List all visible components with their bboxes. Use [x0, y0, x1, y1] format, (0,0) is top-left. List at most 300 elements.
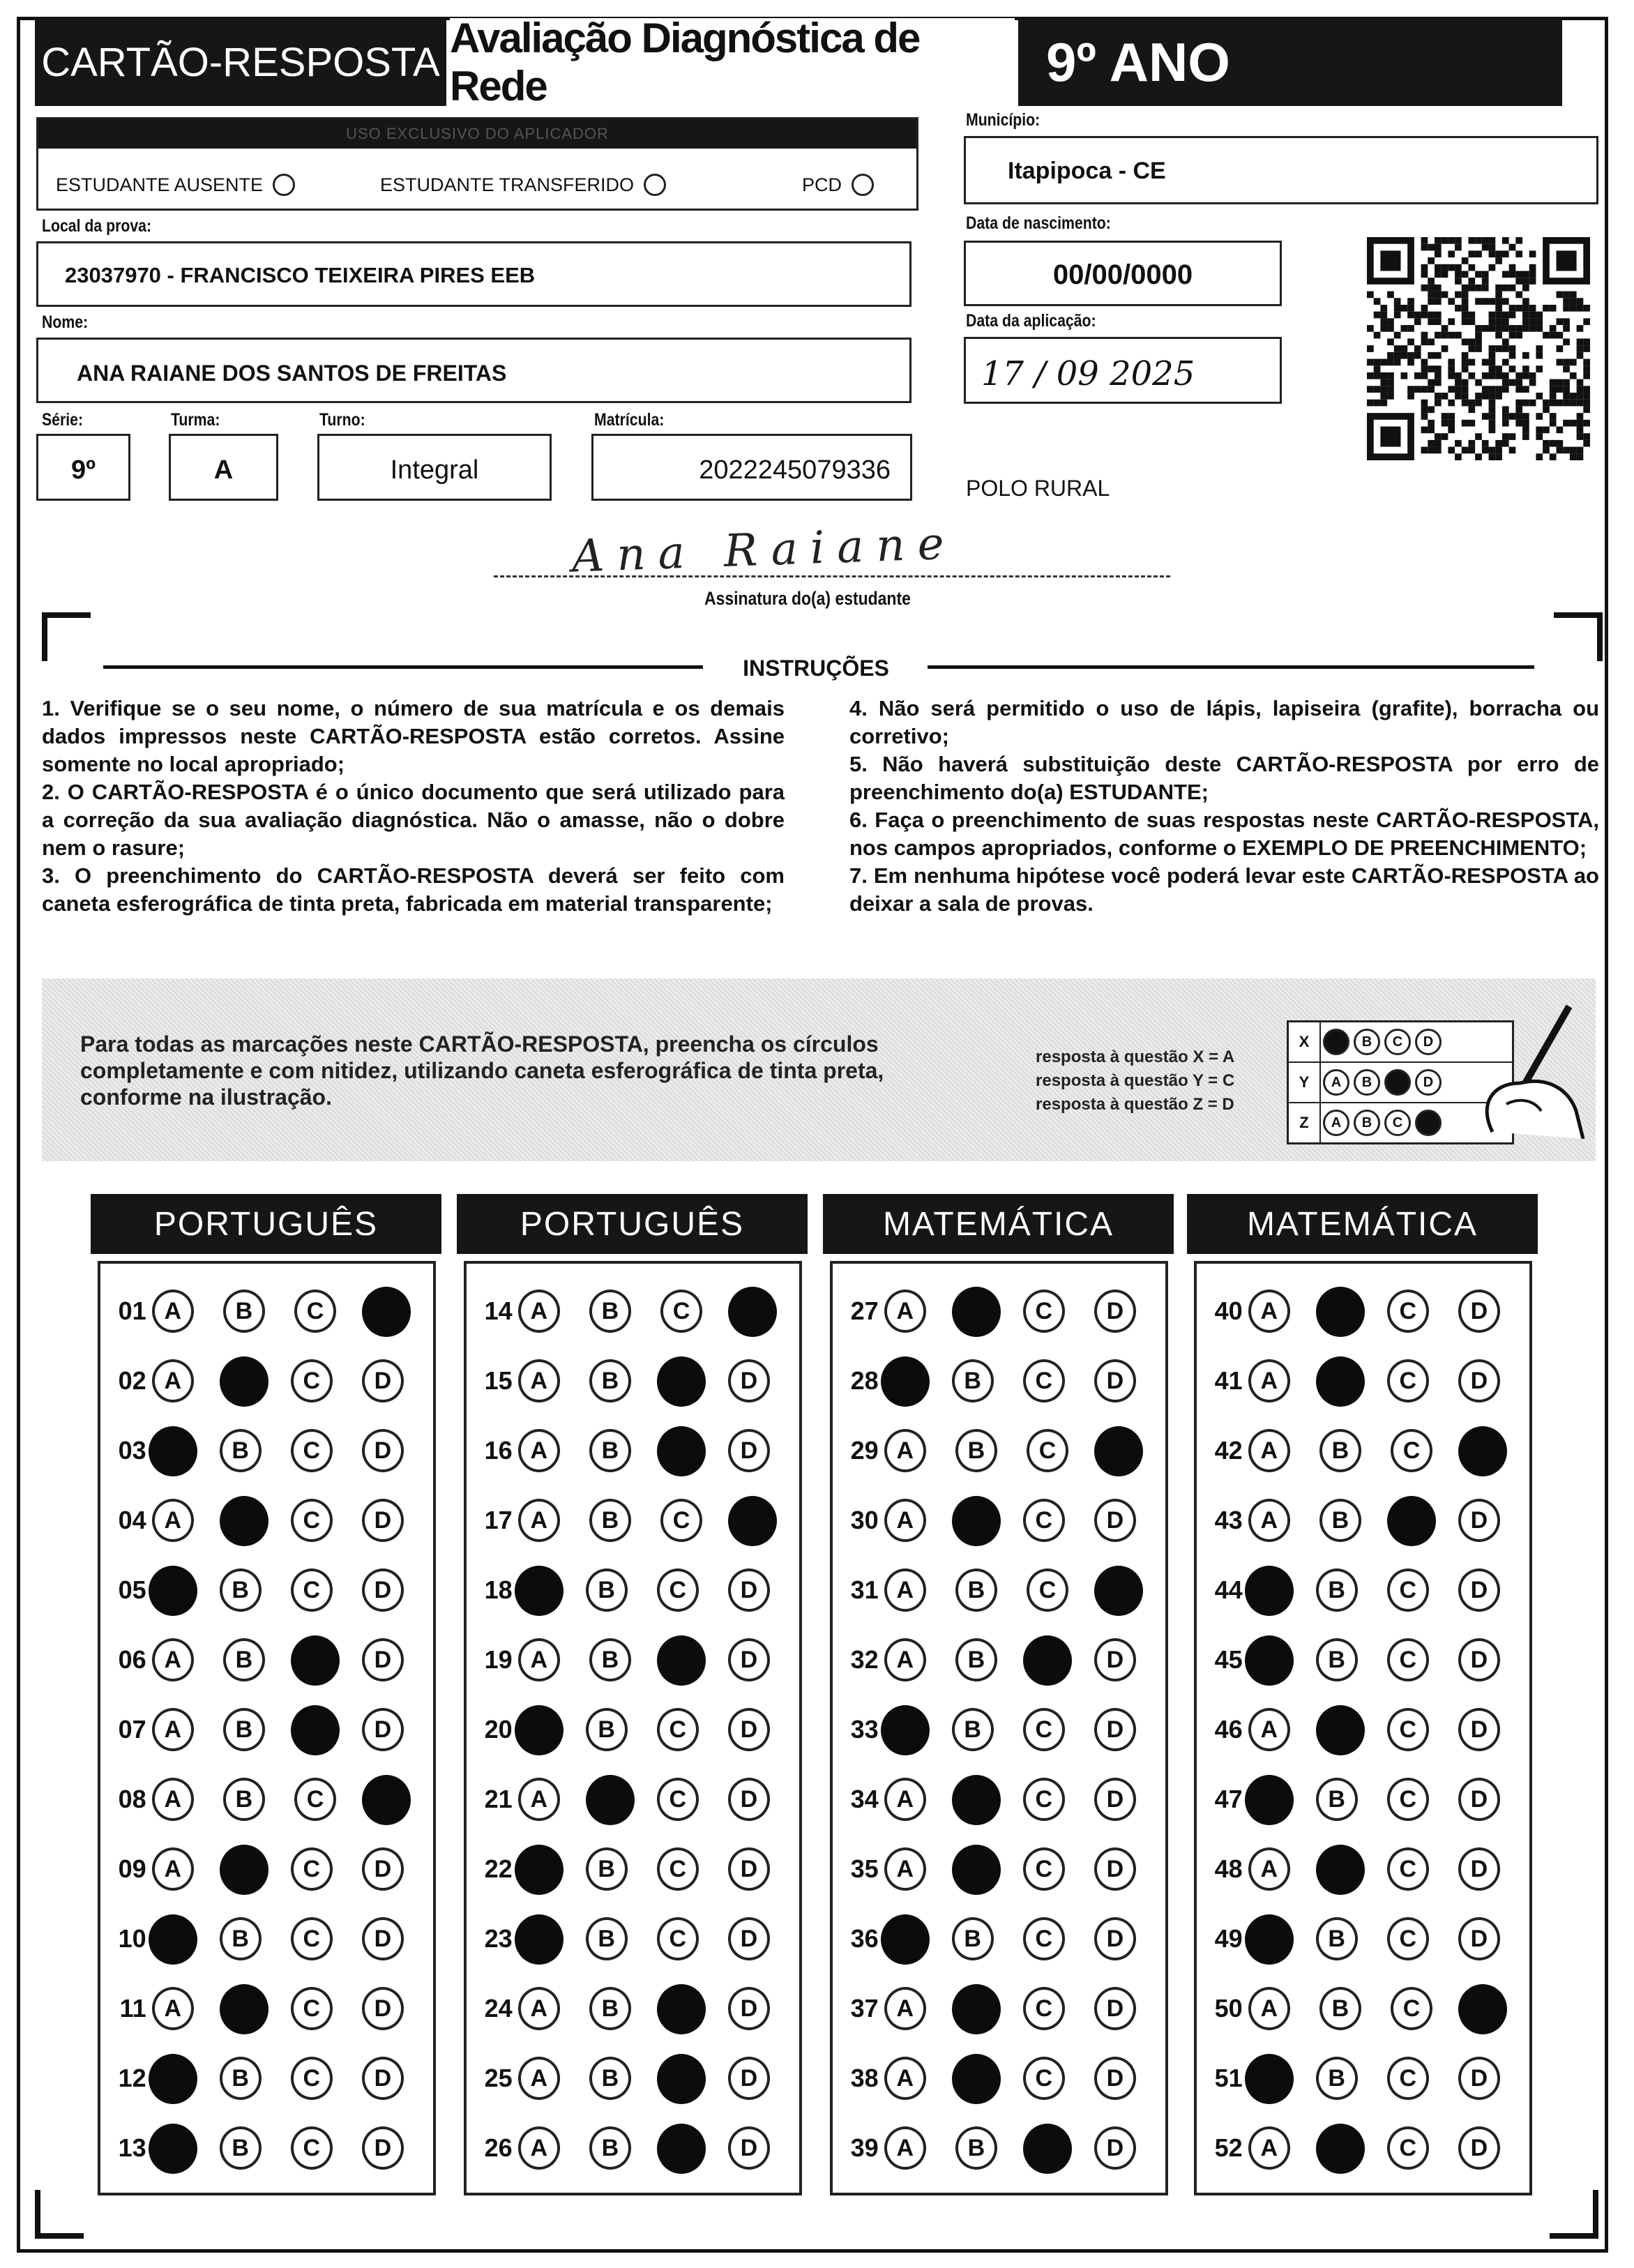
answer-bubble-d[interactable]: D: [1458, 2057, 1500, 2100]
column-header-3: MATEMÁTICA: [823, 1194, 1174, 1254]
answer-bubble-a[interactable]: A: [152, 1290, 194, 1333]
answer-bubble-b[interactable]: [586, 1775, 635, 1825]
answer-bubble-a[interactable]: A: [518, 1778, 560, 1821]
answer-bubble-a[interactable]: [515, 1566, 563, 1616]
answer-bubble-c[interactable]: C: [291, 2126, 333, 2170]
corner-bottom-left: [35, 2190, 84, 2239]
answer-bubble-c[interactable]: C: [291, 1847, 333, 1891]
answer-bubble-d[interactable]: D: [728, 1778, 770, 1821]
question-number: 06: [118, 1645, 146, 1674]
answer-bubble-c[interactable]: C: [294, 1290, 336, 1333]
answer-bubble-a[interactable]: A: [884, 1290, 926, 1333]
answer-bubble-d[interactable]: [728, 1287, 777, 1337]
answer-bubble-c[interactable]: [657, 2054, 706, 2104]
instructions-left: [42, 695, 785, 918]
answer-bubble-a[interactable]: A: [518, 1290, 560, 1333]
answer-bubble-a[interactable]: A: [518, 1359, 560, 1403]
answer-bubble-c[interactable]: C: [1023, 1359, 1065, 1403]
answer-bubble-c[interactable]: C: [657, 1568, 699, 1612]
answer-bubble-c[interactable]: C: [1387, 1359, 1429, 1403]
answer-bubble-a[interactable]: [149, 1914, 197, 1965]
answer-bubble-a[interactable]: A: [518, 1638, 560, 1681]
question-number: 46: [1214, 1715, 1243, 1744]
answer-bubble-a[interactable]: [881, 1914, 930, 1965]
absent-bubble[interactable]: [273, 174, 295, 196]
answer-bubble-d[interactable]: D: [1094, 2126, 1136, 2170]
question-number: 10: [118, 1924, 146, 1953]
question-number: 38: [850, 2064, 879, 2092]
matricula-label: Matrícula:: [594, 410, 665, 430]
turma-value: A: [213, 455, 234, 485]
answer-bubble-c[interactable]: C: [657, 1847, 699, 1891]
answer-bubble-c[interactable]: C: [1387, 2057, 1429, 2100]
answer-bubble-d[interactable]: D: [728, 1359, 770, 1403]
answer-bubble-b[interactable]: B: [589, 2126, 631, 2170]
nascimento-field: [964, 241, 1282, 306]
question-row: [1197, 2120, 1529, 2176]
answer-bubble-b[interactable]: B: [586, 1708, 628, 1751]
answer-bubble-b[interactable]: B: [1319, 1429, 1361, 1472]
question-number: 09: [118, 1854, 146, 1883]
question-number: 16: [484, 1436, 513, 1465]
answer-bubble-c[interactable]: C: [660, 1290, 702, 1333]
answer-bubble-b[interactable]: [220, 1984, 268, 2034]
question-row: [100, 1283, 433, 1339]
answer-bubble-d[interactable]: D: [1094, 1917, 1136, 1960]
answer-bubble-c[interactable]: C: [1023, 1290, 1065, 1333]
example-question-label: Z: [1289, 1103, 1321, 1142]
answer-bubble-a[interactable]: [149, 2124, 197, 2174]
question-number: 47: [1214, 1785, 1243, 1813]
answer-bubble-a[interactable]: [149, 1566, 197, 1616]
answer-bubble-c[interactable]: C: [1023, 1917, 1065, 1960]
answer-bubble-b[interactable]: [220, 1496, 268, 1546]
answer-bubble-a[interactable]: A: [152, 1499, 194, 1542]
answer-bubble-a[interactable]: A: [1248, 1847, 1290, 1891]
question-row: [833, 2050, 1165, 2106]
answer-bubble-c[interactable]: C: [291, 1499, 333, 1542]
answer-bubble-d[interactable]: D: [728, 2057, 770, 2100]
answer-bubble-c[interactable]: C: [660, 1499, 702, 1542]
question-number: 11: [119, 1994, 146, 2023]
question-row: [100, 1841, 433, 1897]
example-question-label: X: [1289, 1022, 1321, 1061]
answer-bubble-b[interactable]: B: [220, 1917, 262, 1960]
answer-bubble-b[interactable]: B: [589, 1499, 631, 1542]
answer-bubble-b[interactable]: [1316, 1287, 1365, 1337]
answer-bubble-d[interactable]: D: [1094, 1499, 1136, 1542]
answer-bubble-b[interactable]: B: [589, 1359, 631, 1403]
grade-title: 9º ANO: [1018, 18, 1562, 106]
aplicacao-field[interactable]: [964, 337, 1282, 404]
example-bubble-a: A: [1323, 1069, 1349, 1096]
instructions-right: [849, 695, 1599, 918]
question-number: 03: [118, 1436, 146, 1465]
answer-bubble-c[interactable]: C: [657, 1778, 699, 1821]
answer-bubble-c[interactable]: C: [657, 1917, 699, 1960]
answer-bubble-a[interactable]: A: [152, 1778, 194, 1821]
question-row: [1197, 1841, 1529, 1897]
answer-bubble-c[interactable]: C: [291, 1359, 333, 1403]
question-row: [100, 1423, 433, 1479]
answer-bubble-c[interactable]: C: [1023, 1847, 1065, 1891]
answer-bubble-d[interactable]: D: [1094, 2057, 1136, 2100]
answer-bubble-c[interactable]: [657, 2124, 706, 2174]
question-number: 29: [850, 1436, 879, 1465]
example-bubble-b: B: [1354, 1110, 1380, 1136]
answer-bubble-a[interactable]: [881, 1705, 930, 1755]
answer-bubble-b[interactable]: B: [586, 1917, 628, 1960]
answer-bubble-d[interactable]: D: [728, 2126, 770, 2170]
answer-bubble-b[interactable]: B: [223, 1290, 265, 1333]
answer-bubble-d[interactable]: D: [362, 1917, 404, 1960]
matricula-value: 2022245079336: [699, 455, 891, 485]
question-number: 33: [850, 1715, 879, 1744]
answer-bubble-b[interactable]: [1316, 2124, 1365, 2174]
answer-bubble-b[interactable]: B: [223, 1638, 265, 1681]
transferred-label: ESTUDANTE TRANSFERIDO: [380, 174, 635, 195]
question-number: 40: [1214, 1296, 1243, 1325]
example-bubble-b: B: [1354, 1029, 1380, 1055]
answer-bubble-d[interactable]: D: [1458, 1638, 1500, 1681]
answer-bubble-b[interactable]: B: [223, 1708, 265, 1751]
answer-bubble-d[interactable]: D: [1094, 1638, 1136, 1681]
answer-bubble-d[interactable]: D: [1094, 1290, 1136, 1333]
answer-bubble-d[interactable]: D: [728, 1847, 770, 1891]
answer-bubble-a[interactable]: [515, 1845, 563, 1895]
question-row: [833, 1492, 1165, 1548]
answer-bubble-b[interactable]: B: [223, 1778, 265, 1821]
answer-bubble-d[interactable]: D: [1458, 1499, 1500, 1542]
answer-bubble-d[interactable]: [362, 1287, 411, 1337]
municipio-label: Município:: [966, 110, 1041, 130]
answer-bubble-b[interactable]: B: [1319, 1499, 1361, 1542]
answer-bubble-a[interactable]: A: [1248, 1708, 1290, 1751]
answer-bubble-c[interactable]: C: [1027, 1429, 1068, 1472]
answer-bubble-c[interactable]: C: [1387, 1708, 1429, 1751]
question-number: 20: [484, 1715, 513, 1744]
instruction-1: 1. Verifique se o seu nome, o número de sua matrícula e os demais dados impressos neste CARTÃO-RESPOSTA estão corretos. Assine somente no local apropriado;: [42, 696, 785, 776]
answer-bubble-a[interactable]: A: [518, 1499, 560, 1542]
answer-bubble-a[interactable]: A: [152, 1708, 194, 1751]
answer-bubble-d[interactable]: D: [728, 1429, 770, 1472]
answer-bubble-a[interactable]: A: [152, 1359, 194, 1403]
answer-bubble-a[interactable]: A: [152, 1847, 194, 1891]
instruction-7: 7. Em nenhuma hipótese você poderá levar este CARTÃO-RESPOSTA ao deixar a sala de provas.: [849, 863, 1599, 916]
answer-bubble-a[interactable]: A: [1248, 1429, 1290, 1472]
corner-top-right: [1554, 612, 1603, 661]
answer-bubble-b[interactable]: [952, 1496, 1001, 1546]
answer-bubble-d[interactable]: D: [362, 1568, 404, 1612]
nome-value: ANA RAIANE DOS SANTOS DE FREITAS: [77, 361, 507, 386]
answer-bubble-c[interactable]: C: [1023, 1778, 1065, 1821]
answer-bubble-d[interactable]: D: [728, 1708, 770, 1751]
question-number: 02: [118, 1366, 146, 1395]
answer-bubble-a[interactable]: A: [884, 1638, 926, 1681]
answer-bubble-b[interactable]: B: [955, 1568, 997, 1612]
answer-bubble-c[interactable]: [1387, 1496, 1436, 1546]
answer-bubble-d[interactable]: [1094, 1426, 1143, 1476]
question-number: 52: [1214, 2133, 1243, 2162]
serie-label: Série:: [42, 410, 84, 430]
question-number: 17: [484, 1506, 513, 1534]
question-row: [467, 2050, 799, 2106]
answer-bubble-d[interactable]: D: [1458, 1359, 1500, 1403]
answer-bubble-c[interactable]: C: [291, 2057, 333, 2100]
answer-bubble-d[interactable]: D: [1458, 1708, 1500, 1751]
question-number: 34: [850, 1785, 879, 1813]
question-number: 35: [850, 1854, 879, 1883]
answer-bubble-b[interactable]: B: [589, 2057, 631, 2100]
answer-bubble-c[interactable]: C: [1023, 1708, 1065, 1751]
pcd-option[interactable]: [802, 174, 874, 196]
answer-bubble-c[interactable]: [1023, 1635, 1072, 1686]
answer-bubble-b[interactable]: B: [589, 1987, 631, 2030]
answer-bubble-a[interactable]: [515, 1914, 563, 1965]
answer-bubble-c[interactable]: C: [1387, 1638, 1429, 1681]
answer-bubble-d[interactable]: D: [1094, 1359, 1136, 1403]
answer-bubble-c[interactable]: [657, 1635, 706, 1686]
answer-bubble-b[interactable]: B: [220, 1429, 262, 1472]
question-number: 51: [1214, 2064, 1243, 2092]
answer-bubble-d[interactable]: D: [1094, 1708, 1136, 1751]
answer-bubble-b[interactable]: B: [1316, 1638, 1358, 1681]
answer-bubble-a[interactable]: A: [1248, 1359, 1290, 1403]
answer-bubble-d[interactable]: [362, 1775, 411, 1825]
answer-bubble-d[interactable]: [1094, 1566, 1143, 1616]
aplicacao-label: Data da aplicação:: [966, 311, 1096, 331]
answer-bubble-c[interactable]: C: [1023, 1987, 1065, 2030]
answer-bubble-b[interactable]: B: [589, 1429, 631, 1472]
answer-bubble-c[interactable]: [657, 1984, 706, 2034]
question-number: 15: [484, 1366, 513, 1395]
answer-bubble-d[interactable]: [728, 1496, 777, 1546]
question-number: 39: [850, 2133, 879, 2162]
answer-bubble-b[interactable]: B: [586, 1847, 628, 1891]
answer-bubble-b[interactable]: B: [589, 1638, 631, 1681]
answer-bubble-d[interactable]: [1458, 1984, 1507, 2034]
answer-bubble-a[interactable]: A: [884, 1499, 926, 1542]
answer-bubble-d[interactable]: D: [1094, 1847, 1136, 1891]
student-signature: Ana Raiane: [570, 517, 958, 583]
answer-bubble-c[interactable]: C: [1391, 1987, 1432, 2030]
question-row: [467, 1841, 799, 1897]
question-row: [467, 1353, 799, 1409]
answer-bubble-d[interactable]: D: [362, 2057, 404, 2100]
answer-bubble-d[interactable]: D: [362, 1359, 404, 1403]
answer-bubble-b[interactable]: [952, 2054, 1001, 2104]
answer-bubble-a[interactable]: A: [884, 1847, 926, 1891]
answer-bubble-c[interactable]: C: [1387, 2126, 1429, 2170]
question-row: [1197, 1981, 1529, 2036]
answer-bubble-a[interactable]: A: [884, 1429, 926, 1472]
answer-bubble-b[interactable]: [952, 1775, 1001, 1825]
answer-bubble-a[interactable]: A: [152, 1987, 194, 2030]
transferred-option[interactable]: [380, 174, 666, 196]
answer-bubble-b[interactable]: B: [586, 1568, 628, 1612]
answer-bubble-b[interactable]: [1316, 1356, 1365, 1407]
answer-bubble-a[interactable]: A: [884, 1568, 926, 1612]
pcd-bubble[interactable]: [852, 174, 874, 196]
answer-bubble-d[interactable]: D: [1458, 1917, 1500, 1960]
answer-bubble-a[interactable]: [149, 1426, 197, 1476]
answer-bubble-a[interactable]: A: [884, 2126, 926, 2170]
answer-bubble-a[interactable]: [1245, 1635, 1294, 1686]
answer-bubble-c[interactable]: [291, 1635, 340, 1686]
answer-bubble-d[interactable]: D: [362, 1987, 404, 2030]
question-number: 13: [118, 2133, 146, 2162]
answer-bubble-b[interactable]: B: [1316, 1917, 1358, 1960]
question-row: [100, 2050, 433, 2106]
answer-bubble-a[interactable]: [1245, 1914, 1294, 1965]
instruction-6: 6. Faça o preenchimento de suas respostas neste CARTÃO-RESPOSTA, nos campos apropriados, conforme o EXEMPLO DE PREENCHIMENTO;: [849, 808, 1599, 860]
answer-bubble-c[interactable]: C: [657, 1708, 699, 1751]
answer-bubble-b[interactable]: B: [220, 2126, 262, 2170]
answer-bubble-b[interactable]: [952, 1984, 1001, 2034]
matricula-field: [591, 434, 912, 501]
answer-bubble-a[interactable]: A: [884, 1987, 926, 2030]
question-number: 48: [1214, 1854, 1243, 1883]
answer-bubble-a[interactable]: [515, 1705, 563, 1755]
answer-bubble-a[interactable]: A: [518, 2057, 560, 2100]
instruction-3: 3. O preenchimento do CARTÃO-RESPOSTA deverá ser feito com caneta esferográfica de tinta preta, fabricada em material transparente;: [42, 863, 785, 916]
answer-bubble-d[interactable]: D: [728, 1568, 770, 1612]
answer-bubble-c[interactable]: [1023, 2124, 1072, 2174]
answer-bubble-a[interactable]: [1245, 2054, 1294, 2104]
answer-bubble-c[interactable]: [291, 1705, 340, 1755]
answer-bubble-d[interactable]: D: [1458, 1290, 1500, 1333]
answer-bubble-a[interactable]: A: [518, 1987, 560, 2030]
question-row: [833, 1632, 1165, 1688]
question-number: 43: [1214, 1506, 1243, 1534]
answer-bubble-a[interactable]: [1245, 1775, 1294, 1825]
question-number: 14: [484, 1296, 513, 1325]
answer-bubble-b[interactable]: B: [952, 1917, 994, 1960]
answer-bubble-c[interactable]: C: [1391, 1429, 1432, 1472]
answer-bubble-d[interactable]: D: [1458, 1568, 1500, 1612]
answer-bubble-d[interactable]: D: [1458, 2126, 1500, 2170]
answer-bubble-a[interactable]: A: [518, 2126, 560, 2170]
question-row: [1197, 1423, 1529, 1479]
answer-bubble-d[interactable]: D: [362, 2126, 404, 2170]
answer-bubble-c[interactable]: C: [1027, 1568, 1068, 1612]
answer-bubble-a[interactable]: A: [1248, 1290, 1290, 1333]
answer-bubble-b[interactable]: B: [955, 2126, 997, 2170]
answer-bubble-d[interactable]: D: [728, 1917, 770, 1960]
answer-bubble-c[interactable]: C: [291, 1429, 333, 1472]
question-number: 41: [1214, 1366, 1243, 1395]
answer-bubble-a[interactable]: A: [152, 1638, 194, 1681]
question-row: [100, 1911, 433, 1967]
answer-bubble-c[interactable]: C: [1023, 1499, 1065, 1542]
answer-bubble-d[interactable]: D: [362, 1499, 404, 1542]
answer-bubble-b[interactable]: B: [220, 2057, 262, 2100]
answer-bubble-c[interactable]: [657, 1426, 706, 1476]
answer-bubble-b[interactable]: [952, 1845, 1001, 1895]
question-number: 50: [1214, 1994, 1243, 2023]
answer-bubble-b[interactable]: B: [1316, 1778, 1358, 1821]
answer-bubble-b[interactable]: B: [1316, 2057, 1358, 2100]
answer-bubble-d[interactable]: D: [362, 1847, 404, 1891]
answer-bubble-b[interactable]: [952, 1287, 1001, 1337]
example-text: Para todas as marcações neste CARTÃO-RESPOSTA, preencha os círculos completamente e com nitidez, utilizando caneta esferográfica de tinta preta, conforme na ilustração.: [80, 1031, 884, 1110]
polo-text: POLO RURAL: [966, 476, 1110, 501]
question-number: 31: [850, 1575, 879, 1604]
answer-bubble-c[interactable]: C: [291, 1917, 333, 1960]
answer-bubble-c[interactable]: C: [291, 1568, 333, 1612]
answer-bubble-b[interactable]: B: [1319, 1987, 1361, 2030]
answer-bubble-b[interactable]: B: [955, 1429, 997, 1472]
question-row: [467, 1492, 799, 1548]
answer-bubble-b[interactable]: [220, 1845, 268, 1895]
question-row: [467, 1562, 799, 1618]
answer-bubble-d[interactable]: D: [362, 1638, 404, 1681]
answer-bubble-a[interactable]: A: [1248, 1499, 1290, 1542]
answer-bubble-c[interactable]: C: [294, 1778, 336, 1821]
answer-bubble-d[interactable]: D: [1458, 1847, 1500, 1891]
answer-bubble-b[interactable]: B: [952, 1708, 994, 1751]
answer-bubble-d[interactable]: D: [1094, 1987, 1136, 2030]
question-row: [1197, 1283, 1529, 1339]
answer-bubble-a[interactable]: A: [518, 1429, 560, 1472]
question-row: [833, 1353, 1165, 1409]
question-row: [1197, 1632, 1529, 1688]
answer-bubble-d[interactable]: [1458, 1426, 1507, 1476]
answer-bubble-b[interactable]: B: [955, 1638, 997, 1681]
answer-bubble-a[interactable]: A: [1248, 2126, 1290, 2170]
answer-bubble-a[interactable]: [1245, 1566, 1294, 1616]
answer-bubble-c[interactable]: C: [1387, 1778, 1429, 1821]
nascimento-value: 00/00/0000: [1052, 259, 1193, 290]
transferred-bubble[interactable]: [644, 174, 666, 196]
answer-bubble-b[interactable]: B: [1316, 1568, 1358, 1612]
answer-bubble-b[interactable]: B: [952, 1359, 994, 1403]
answer-bubble-d[interactable]: D: [728, 1638, 770, 1681]
example-question-label: Y: [1289, 1063, 1321, 1102]
answer-bubble-c[interactable]: C: [1023, 2057, 1065, 2100]
qr-code-icon: [1367, 237, 1590, 460]
answer-bubble-d[interactable]: D: [1458, 1778, 1500, 1821]
answer-bubble-c[interactable]: C: [1387, 1290, 1429, 1333]
answer-bubble-d[interactable]: D: [1094, 1778, 1136, 1821]
question-number: 19: [484, 1645, 513, 1674]
answer-bubble-b[interactable]: B: [220, 1568, 262, 1612]
answer-bubble-a[interactable]: A: [1248, 1987, 1290, 2030]
example-bubble-d: D: [1415, 1110, 1442, 1136]
question-row: [100, 1632, 433, 1688]
question-row: [1197, 1702, 1529, 1757]
answer-bubble-a[interactable]: A: [884, 2057, 926, 2100]
answer-bubble-c[interactable]: C: [1387, 1917, 1429, 1960]
answer-bubble-d[interactable]: D: [362, 1708, 404, 1751]
answer-bubble-b[interactable]: B: [589, 1290, 631, 1333]
answer-bubble-d[interactable]: D: [728, 1987, 770, 2030]
local-field: [36, 241, 911, 307]
answer-bubble-a[interactable]: [149, 2054, 197, 2104]
answer-bubble-b[interactable]: [220, 1356, 268, 1407]
signature-line[interactable]: [494, 575, 1170, 577]
answer-bubble-c[interactable]: [657, 1356, 706, 1407]
absent-option[interactable]: [56, 174, 295, 196]
answer-bubble-c[interactable]: C: [1387, 1568, 1429, 1612]
answer-bubble-c[interactable]: C: [1387, 1847, 1429, 1891]
answer-bubble-b[interactable]: [1316, 1705, 1365, 1755]
answer-bubble-b[interactable]: [1316, 1845, 1365, 1895]
answer-bubble-c[interactable]: C: [291, 1987, 333, 2030]
answer-bubble-d[interactable]: D: [362, 1429, 404, 1472]
answer-bubble-a[interactable]: A: [884, 1778, 926, 1821]
answer-bubble-a[interactable]: [881, 1356, 930, 1407]
